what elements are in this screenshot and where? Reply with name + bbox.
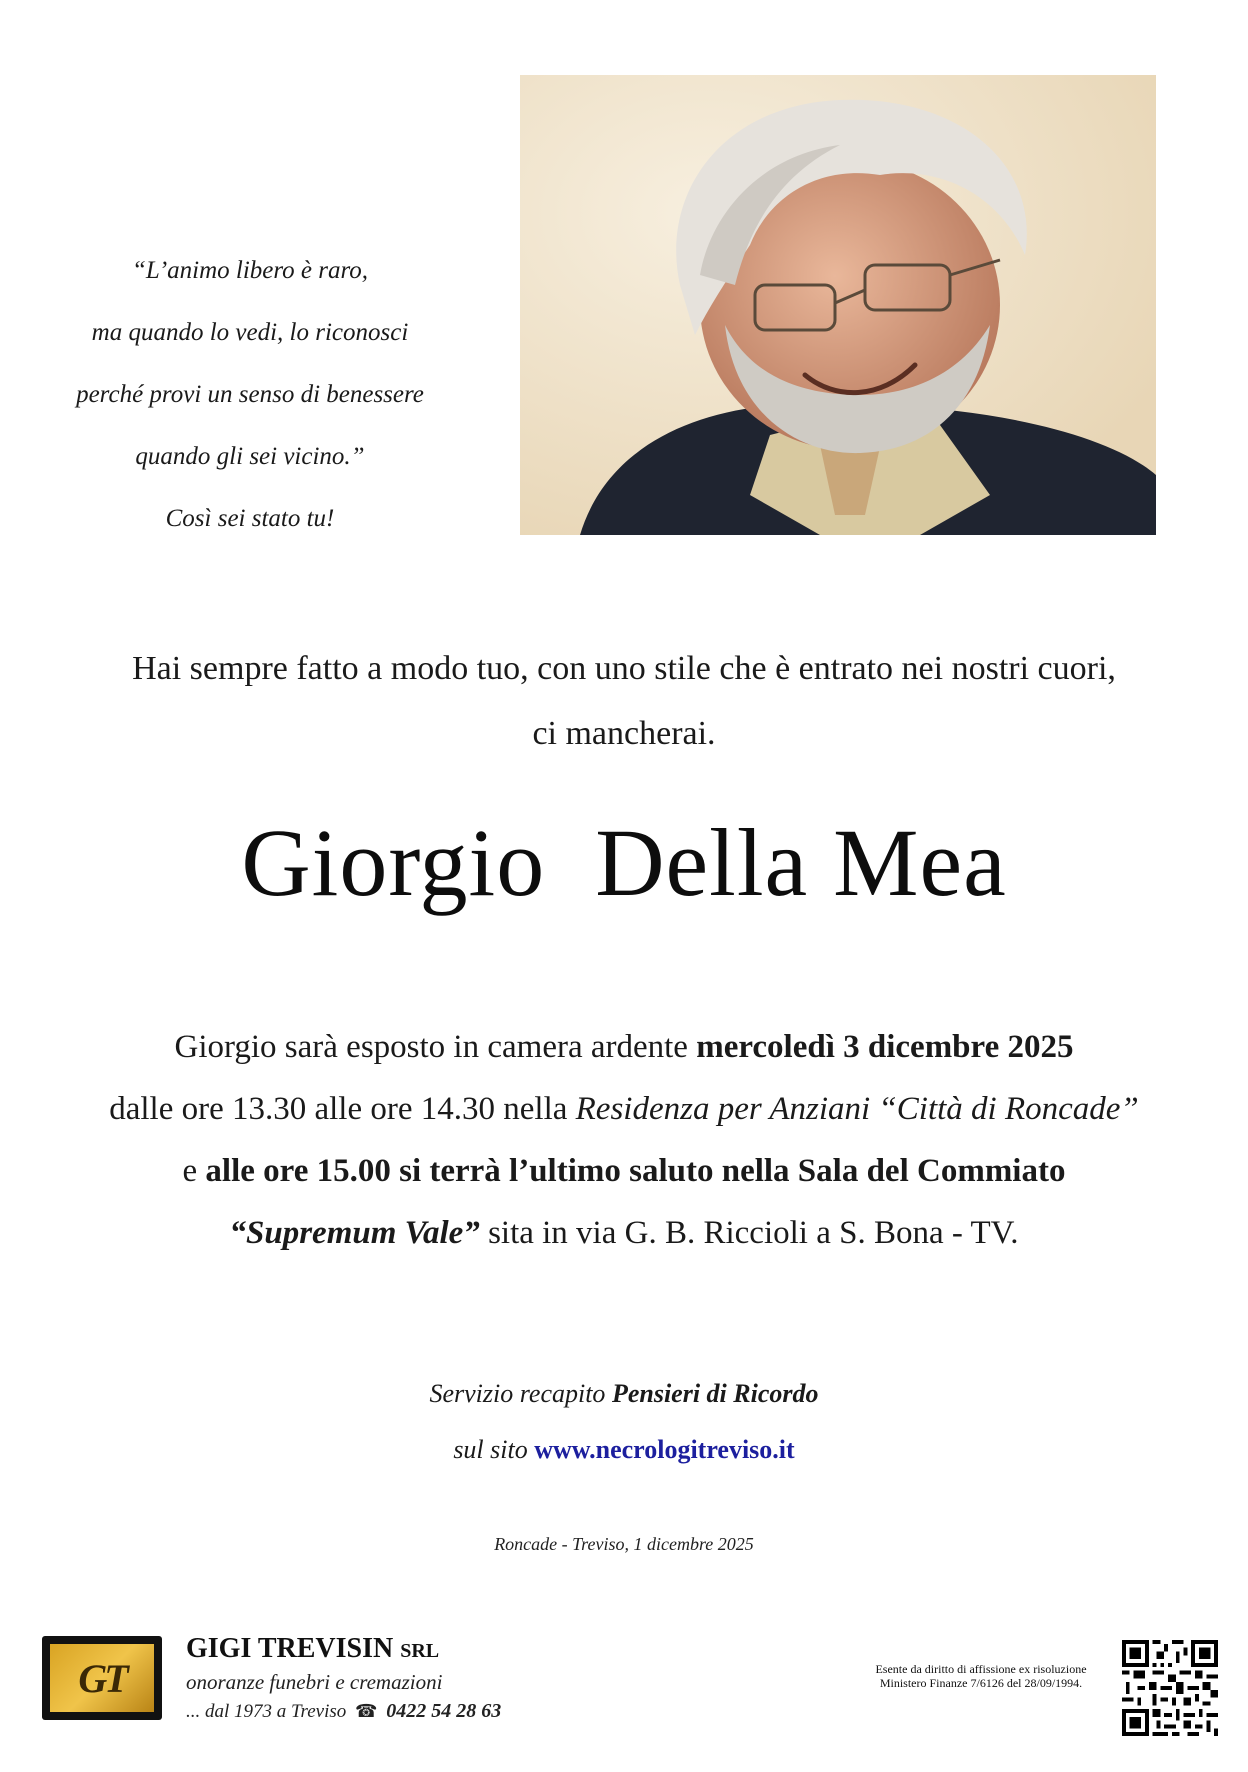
exemption-line: Esente da diritto di affissione ex risoluzione xyxy=(875,1662,1087,1676)
details-venue: Residenza per Anziani “Città di Roncade” xyxy=(575,1091,1139,1127)
details-text: Giorgio sarà esposto in camera ardente xyxy=(174,1029,697,1065)
exemption-line: Ministero Finanze 7/6126 del 28/09/1994. xyxy=(879,1676,1083,1690)
service-name: Pensieri di Ricordo xyxy=(611,1379,819,1408)
details-address: sita in via G. B. Riccioli a S. Bona - TV. xyxy=(479,1215,1019,1251)
details-hall-name: “Supremum Vale” xyxy=(229,1215,480,1251)
details-line xyxy=(0,1140,1248,1202)
logo-emblem xyxy=(50,1644,154,1712)
company-tagline: onoranze funebri e cremazioni xyxy=(186,1670,443,1694)
service-text: Servizio recapito xyxy=(429,1379,612,1408)
website-link[interactable]: www.necrologitreviso.it xyxy=(534,1435,795,1464)
place-date: Roncade - Treviso, 1 dicembre 2025 xyxy=(494,1534,754,1554)
details-line xyxy=(0,1202,1248,1264)
since-text: ... dal 1973 a Treviso xyxy=(186,1701,347,1722)
phone-icon: ☎ xyxy=(355,1701,378,1721)
company-name xyxy=(186,1632,606,1668)
service-line xyxy=(0,1366,1248,1422)
dedication-line: ci mancherai. xyxy=(532,715,716,752)
quote-line: Così sei stato tu! xyxy=(165,505,335,532)
portrait-photo xyxy=(520,75,1156,535)
company-info xyxy=(186,1632,606,1727)
company-name-text: GIGI TREVISIN xyxy=(186,1633,394,1664)
quote-line: “L’animo libero è raro, xyxy=(131,257,369,284)
portrait-illustration xyxy=(520,75,1156,535)
dedication-text xyxy=(0,636,1248,766)
details-text: e xyxy=(182,1153,206,1189)
details-date: mercoledì 3 dicembre 2025 xyxy=(696,1029,1074,1065)
phone-number: 0422 54 28 63 xyxy=(386,1700,502,1722)
quote-line: quando gli sei vicino.” xyxy=(135,443,365,470)
ceremony-details xyxy=(0,1016,1248,1264)
details-line xyxy=(0,1078,1248,1140)
company-since xyxy=(186,1696,606,1727)
deceased-name: Giorgio Della Mea xyxy=(241,809,1007,916)
service-info xyxy=(0,1366,1248,1478)
logo-text: GT xyxy=(78,1655,126,1701)
service-line xyxy=(0,1422,1248,1478)
company-suffix: SRL xyxy=(400,1640,440,1662)
company-logo xyxy=(42,1636,162,1720)
details-text: dalle ore 13.30 alle ore 14.30 nella xyxy=(109,1091,576,1127)
service-text: sul sito xyxy=(453,1435,535,1464)
quote-line: ma quando lo vedi, lo riconosci xyxy=(91,319,409,346)
epigraph-quote xyxy=(40,240,460,550)
dedication-line: Hai sempre fatto a modo tuo, con uno stile che è entrato nei nostri cuori, xyxy=(132,650,1116,687)
qr-code-icon xyxy=(1122,1640,1218,1736)
qr-code[interactable] xyxy=(1122,1640,1218,1736)
quote-line: perché provi un senso di benessere xyxy=(76,381,424,408)
details-farewell: alle ore 15.00 si terrà l’ultimo saluto nella Sala del Commiato xyxy=(205,1153,1066,1189)
details-line xyxy=(0,1016,1248,1078)
exemption-note xyxy=(850,1662,1112,1690)
